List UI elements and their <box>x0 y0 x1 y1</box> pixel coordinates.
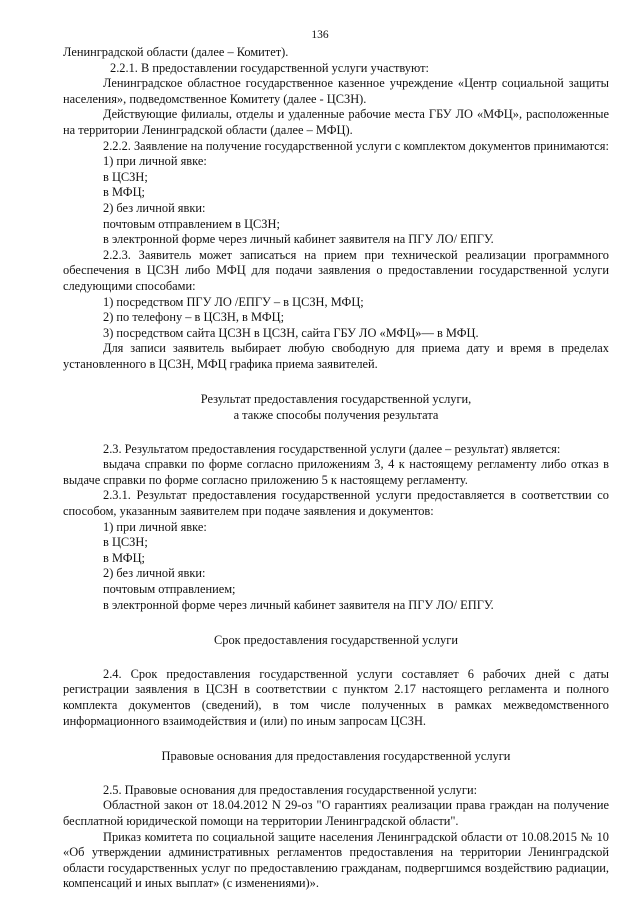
document-body <box>63 45 609 892</box>
list-item: в электронной форме через личный кабинет заявителя на ПГУ ЛО/ ЕПГУ. <box>103 597 494 612</box>
paragraph-mfc: Действующие филиалы, отделы и удаленные рабочие места ГБУ ЛО «МФЦ», расположенные на территории Ленинградской области (далее – МФЦ). <box>63 107 609 137</box>
paragraph-2-2-2: 2.2.2. Заявление на получение государственной услуги с комплектом документов принимаются: <box>103 138 609 153</box>
paragraph-2-3-1: 2.3.1. Результат предоставления государственной услуги предоставляется в соответствии со способом, указанным заявителем при подаче заявления и документов: <box>63 488 609 519</box>
list-item: 1) при личной явке: <box>103 519 207 534</box>
paragraph-2-2-3: 2.2.3. Заявитель может записаться на прием при технической реализации программного обеспечения в ЦСЗН либо МФЦ для подачи заявления о предоставлении государственной услуги следующими способами: <box>63 247 609 293</box>
list-item: 1) посредством ПГУ ЛО /ЕПГУ – в ЦСЗН, МФЦ; <box>103 294 364 309</box>
page-number: 136 <box>311 29 329 41</box>
list-item: 2) по телефону – в ЦСЗН, в МФЦ; <box>103 310 285 325</box>
section-heading-legal-basis: Правовые основания для предоставления государственной услуги <box>161 749 511 764</box>
list-item: почтовым отправлением в ЦСЗН; <box>103 216 280 231</box>
list-item: в ЦСЗН; <box>103 535 148 550</box>
list-item: почтовым отправлением; <box>103 582 236 596</box>
section-heading-term: Срок предоставления государственной услуги <box>214 633 458 648</box>
paragraph-2-4: 2.4. Срок предоставления государственной услуги составляет 6 рабочих дней с даты регистрации заявления в ЦСЗН в соответствии с пунктом 2.17 настоящего регламента и полного комплекта документов (сведений), в том числе полученных в рамках межведомственного информационного взаимодействия и (или) по иным запросам ЦСЗН. <box>63 666 609 728</box>
list-item: в МФЦ; <box>103 550 145 565</box>
list-item: в ЦСЗН; <box>103 169 148 184</box>
paragraph-cszn: Ленинградское областное государственное казенное учреждение «Центр социальной защиты населения», подведомственное Комитету (далее - ЦСЗН). <box>63 76 609 106</box>
section-heading-result-line2: а также способы получения результата <box>233 408 439 423</box>
list-item: 3) посредством сайта ЦСЗН в ЦСЗН, сайта ГБУ ЛО «МФЦ»— в МФЦ. <box>103 325 479 340</box>
list-item: 2) без личной явки: <box>103 200 206 215</box>
list-item: в электронной форме через личный кабинет заявителя на ПГУ ЛО/ ЕПГУ. <box>103 232 494 247</box>
paragraph-regional-law: Областной закон от 18.04.2012 N 29-оз "О гарантиях реализации права граждан на получение бесплатной юридической помощи на территории Ленинградской области". <box>63 798 609 828</box>
list-item: 2) без личной явки: <box>103 566 206 581</box>
paragraph-2-3: 2.3. Результатом предоставления государственной услуги (далее – результат) является: <box>103 441 561 456</box>
section-heading-result: Результат предоставления государственной услуги, <box>200 392 472 407</box>
list-item: 1) при личной явке: <box>103 154 207 169</box>
paragraph-result-detail: выдача справки по форме согласно приложениям 3, 4 к настоящему регламенту либо отказ в выдаче справки по форме согласно приложению 5 к настоящему регламенту. <box>63 457 609 487</box>
list-item: в МФЦ; <box>103 185 145 200</box>
paragraph-2-2-1: 2.2.1. В предоставлении государственной услуги участвуют: <box>110 60 429 75</box>
paragraph-committee-order: Приказ комитета по социальной защите населения Ленинградской области от 10.08.2015 № 10 «Об утверждении административных регламентов предоставления на территории Ленинградской области государственных услуг по предоставлению гражданам, подвергшимся воздействию радиации, компенсаций и иных выплат» (с изменениями)». <box>63 829 609 891</box>
paragraph-continuation: Ленинградской области (далее – Комитет). <box>63 45 289 59</box>
paragraph-appointment: Для записи заявитель выбирает любую свободную для приема дату и время в пределах установленного в ЦСЗН, МФЦ графика приема заявителей. <box>63 341 609 371</box>
paragraph-2-5: 2.5. Правовые основания для предоставления государственной услуги: <box>103 782 478 797</box>
